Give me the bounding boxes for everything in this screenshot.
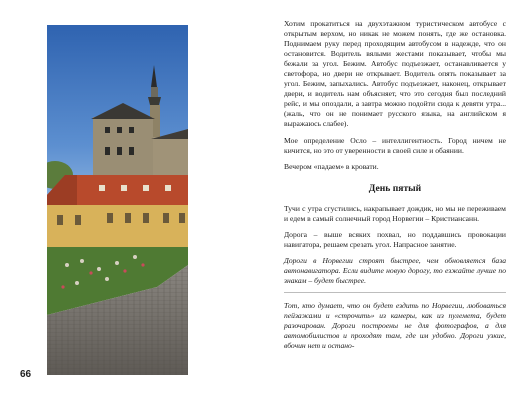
paragraph-oslo-definition: Мое определение Осло – интеллигентность. Город ничем не кичится, но это от уверенности в своей силе и обаянии. — [284, 135, 506, 155]
paragraph-evening: Вечером «падаем» в кровати. — [284, 161, 379, 171]
right-column-text — [284, 19, 506, 357]
paragraph-bus-tour: Хотим прокатиться на двухэтажном туристическом автобусе с открытым верхом, но никак не можем понять, где же остановка. Поднимаем руку перед проходящим автобусом в надежде, что он остановится. Водитель вялыми жестами показывает, чтобы мы бежали за угол. Бежим. Автобус подъезжает, останавливается у светофора, но двери не открывает. Водитель опять показывает за угол. Бежим, запыхались. Автобус подъезжает, наконец, открывает двери, и водитель нам объясняет, что это сегодня был последний рейс, и мы опоздали, а завтра можно подойти сюда к девяти утра... (жаль, что он не понимает русского языка, на английском я выражаюсь слабее). — [284, 19, 506, 129]
paragraph-road: Дорога – выше всяких похвал, но поддавшись провокации навигатора, решаем срезать угол. Напрасное занятие. — [284, 229, 506, 249]
chapter-title: День пятый — [368, 182, 422, 194]
photo-illustration — [47, 25, 188, 375]
note-divider — [284, 292, 506, 293]
paragraph-note-photographers: Тот, кто думает, что он будет ездить по Норвегии, любоваться пейзажами и «строчить» из камеры, как из пулемета, будет разочарован. Дороги построены не для фотографов, а для автомобилистов и проходят там, где им удобно. Дороги узкие, вбочин нет и остано- — [284, 301, 506, 351]
paragraph-morning: Тучи с утра сгустились, накрапывает дождик, но мы не переживаем и едем в самый солнечный город Норвегии – Кристиансанн. — [284, 203, 506, 223]
paragraph-note-navigator: Дороги в Норвегии строят быстрее, чем обновляется база автонавигатора. Если видите новую дорогу, то езжайте лучше по знакам – будет быстрее. — [284, 255, 506, 285]
page-number: 66 — [20, 369, 32, 380]
castle-courtyard-photo — [47, 25, 188, 375]
